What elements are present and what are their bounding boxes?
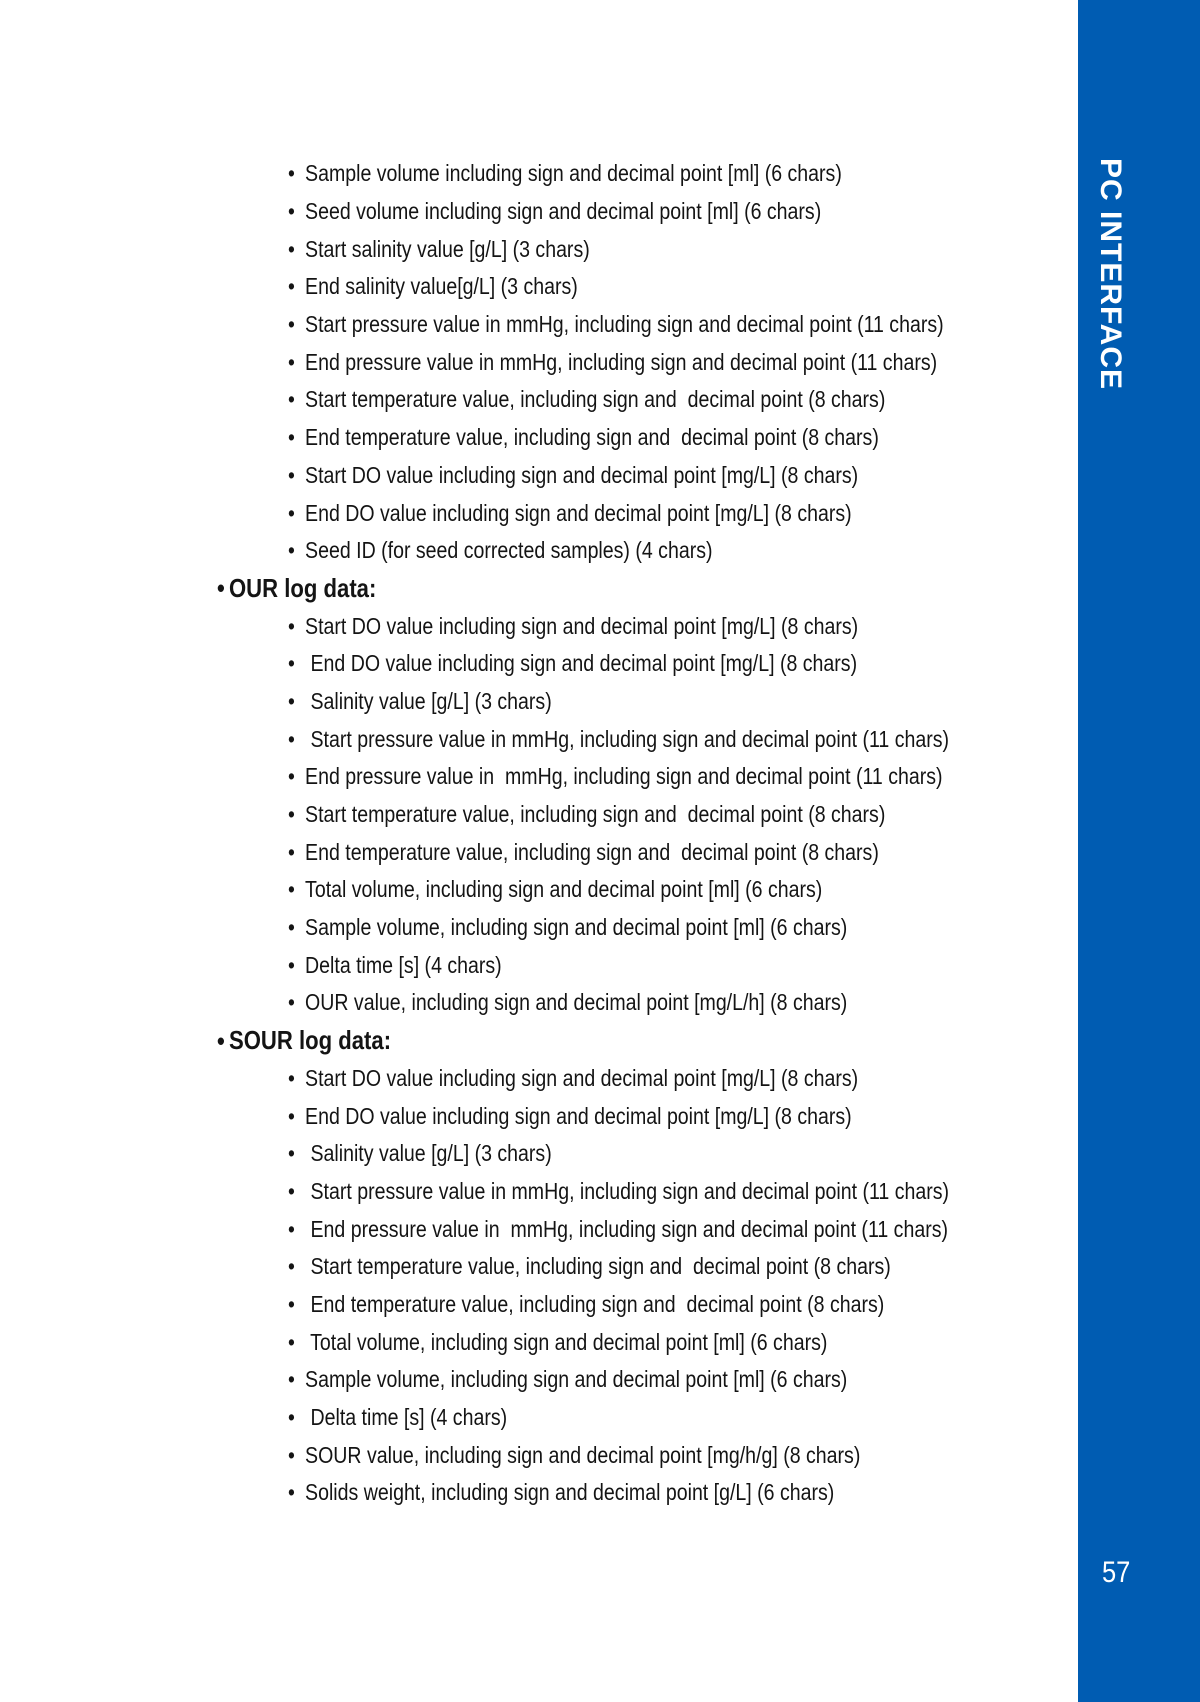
bullet-icon: • bbox=[288, 1366, 295, 1393]
list-item-text: End temperature value, including sign and decimal point (8 chars) bbox=[305, 1290, 885, 1317]
bullet-icon: • bbox=[288, 1215, 295, 1242]
list-item-text: Seed volume including sign and decimal point [ml] (6 chars) bbox=[305, 198, 822, 225]
list-item-text: End pressure value in mmHg, including sign and decimal point (11 chars) bbox=[305, 348, 938, 375]
list-item-text: Sample volume, including sign and decimal point [ml] (6 chars) bbox=[305, 914, 848, 941]
bullet-icon: • bbox=[288, 876, 295, 903]
list-item bbox=[288, 1399, 1200, 1437]
list-item bbox=[288, 1474, 1200, 1512]
list-item bbox=[288, 381, 1200, 419]
bullet-icon: • bbox=[288, 801, 295, 828]
list-item bbox=[288, 720, 1200, 758]
list-item-text: Start DO value including sign and decimal point [mg/L] (8 chars) bbox=[305, 1064, 859, 1091]
list-item bbox=[288, 1173, 1200, 1211]
list-item-text: Solids weight, including sign and decimal point [g/L] (6 chars) bbox=[305, 1479, 835, 1506]
bullet-icon: • bbox=[288, 1328, 295, 1355]
list-item-text: End temperature value, including sign and decimal point (8 chars) bbox=[305, 424, 879, 451]
bullet-icon: • bbox=[288, 1479, 295, 1506]
bullet-icon: • bbox=[288, 914, 295, 941]
list-item bbox=[288, 758, 1200, 796]
list-item-text: End pressure value in mmHg, including sign and decimal point (11 chars) bbox=[305, 763, 943, 790]
list-item bbox=[288, 306, 1200, 344]
bullet-icon: • bbox=[288, 273, 295, 300]
list-item-text: End salinity value[g/L] (3 chars) bbox=[305, 273, 578, 300]
bullet-icon: • bbox=[288, 235, 295, 262]
list-item bbox=[288, 494, 1200, 532]
list-item bbox=[288, 984, 1200, 1022]
bullet-icon: • bbox=[288, 461, 295, 488]
list-item-text: Seed ID (for seed corrected samples) (4 chars) bbox=[305, 537, 713, 564]
bullet-icon: • bbox=[288, 1064, 295, 1091]
bullet-icon: • bbox=[288, 311, 295, 338]
list-item bbox=[288, 419, 1200, 457]
list-item bbox=[288, 1436, 1200, 1474]
list-item-text: Start temperature value, including sign and decimal point (8 chars) bbox=[305, 801, 886, 828]
list-item-text: Start pressure value in mmHg, including sign and decimal point (11 chars) bbox=[305, 725, 950, 752]
list-item bbox=[288, 1248, 1200, 1286]
list-item-text: SOUR value, including sign and decimal point [mg/h/g] (8 chars) bbox=[305, 1441, 861, 1468]
list-item bbox=[288, 1361, 1200, 1399]
sidebar-tab bbox=[1078, 0, 1200, 1702]
list-item bbox=[288, 683, 1200, 721]
list-item-text: Sample volume, including sign and decimal point [ml] (6 chars) bbox=[305, 1366, 848, 1393]
bullet-icon: • bbox=[288, 1404, 295, 1431]
list-item-text: End DO value including sign and decimal point [mg/L] (8 chars) bbox=[305, 499, 852, 526]
list-item bbox=[288, 833, 1200, 871]
list-item-text: Total volume, including sign and decimal point [ml] (6 chars) bbox=[305, 1328, 828, 1355]
list-item-text: Start pressure value in mmHg, including sign and decimal point (11 chars) bbox=[305, 1177, 950, 1204]
bullet-icon: • bbox=[288, 1102, 295, 1129]
bullet-icon: • bbox=[288, 424, 295, 451]
bullet-icon: • bbox=[288, 650, 295, 677]
list-item bbox=[288, 230, 1200, 268]
list-item bbox=[288, 909, 1200, 947]
list-item bbox=[288, 1286, 1200, 1324]
list-item-text: Start DO value including sign and decimal point [mg/L] (8 chars) bbox=[305, 461, 859, 488]
bullet-icon: • bbox=[288, 1441, 295, 1468]
sidebar-tab-label: PC INTERFACE bbox=[1094, 158, 1127, 391]
bullet-icon: • bbox=[288, 537, 295, 564]
bullet-icon: • bbox=[288, 348, 295, 375]
bullet-icon: • bbox=[288, 1290, 295, 1317]
list-item-text: Start DO value including sign and decimal point [mg/L] (8 chars) bbox=[305, 612, 859, 639]
list-item-text: Delta time [s] (4 chars) bbox=[305, 951, 502, 978]
list-item-text: Delta time [s] (4 chars) bbox=[305, 1404, 508, 1431]
list-item-text: End DO value including sign and decimal point [mg/L] (8 chars) bbox=[305, 1102, 852, 1129]
bullet-icon: • bbox=[217, 1025, 225, 1056]
bullet-icon: • bbox=[288, 1253, 295, 1280]
list-item bbox=[288, 607, 1200, 645]
content-list bbox=[0, 155, 1200, 1512]
bullet-icon: • bbox=[288, 160, 295, 187]
bullet-icon: • bbox=[288, 386, 295, 413]
section-header-label: SOUR log data: bbox=[228, 1025, 392, 1056]
list-item bbox=[288, 946, 1200, 984]
bullet-icon: • bbox=[288, 1177, 295, 1204]
bullet-icon: • bbox=[288, 499, 295, 526]
list-item bbox=[288, 457, 1200, 495]
section-header bbox=[217, 1022, 1200, 1060]
bullet-icon: • bbox=[217, 573, 225, 604]
list-item bbox=[288, 645, 1200, 683]
bullet-icon: • bbox=[288, 838, 295, 865]
list-item-text: Start temperature value, including sign and decimal point (8 chars) bbox=[305, 1253, 891, 1280]
list-item-text: Total volume, including sign and decimal point [ml] (6 chars) bbox=[305, 876, 823, 903]
list-item-text: Start pressure value in mmHg, including sign and decimal point (11 chars) bbox=[305, 311, 944, 338]
list-item bbox=[288, 1097, 1200, 1135]
bullet-icon: • bbox=[288, 989, 295, 1016]
list-item bbox=[288, 532, 1200, 570]
list-item bbox=[288, 1323, 1200, 1361]
list-item bbox=[288, 871, 1200, 909]
bullet-icon: • bbox=[288, 612, 295, 639]
section-header-label: OUR log data: bbox=[228, 572, 377, 603]
list-item-text: Salinity value [g/L] (3 chars) bbox=[305, 687, 552, 714]
list-item-text: End DO value including sign and decimal point [mg/L] (8 chars) bbox=[305, 650, 858, 677]
bullet-icon: • bbox=[288, 951, 295, 978]
list-item-text: Sample volume including sign and decimal point [ml] (6 chars) bbox=[305, 160, 842, 187]
list-item-text: End temperature value, including sign and decimal point (8 chars) bbox=[305, 838, 879, 865]
list-item bbox=[288, 193, 1200, 231]
bullet-icon: • bbox=[288, 725, 295, 752]
list-item-text: Salinity value [g/L] (3 chars) bbox=[305, 1140, 552, 1167]
list-item bbox=[288, 796, 1200, 834]
section-header bbox=[217, 570, 1200, 608]
list-item bbox=[288, 1135, 1200, 1173]
bullet-icon: • bbox=[288, 763, 295, 790]
list-item-text: Start salinity value [g/L] (3 chars) bbox=[305, 235, 590, 262]
list-item bbox=[288, 343, 1200, 381]
bullet-icon: • bbox=[288, 687, 295, 714]
page-number: 57 bbox=[1102, 1556, 1131, 1589]
list-item bbox=[288, 155, 1200, 193]
list-item bbox=[288, 268, 1200, 306]
list-item-text: Start temperature value, including sign and decimal point (8 chars) bbox=[305, 386, 886, 413]
list-item-text: OUR value, including sign and decimal point [mg/L/h] (8 chars) bbox=[305, 989, 848, 1016]
list-item bbox=[288, 1060, 1200, 1098]
bullet-icon: • bbox=[288, 1140, 295, 1167]
bullet-icon: • bbox=[288, 198, 295, 225]
list-item-text: End pressure value in mmHg, including sign and decimal point (11 chars) bbox=[305, 1215, 948, 1242]
list-item bbox=[288, 1210, 1200, 1248]
